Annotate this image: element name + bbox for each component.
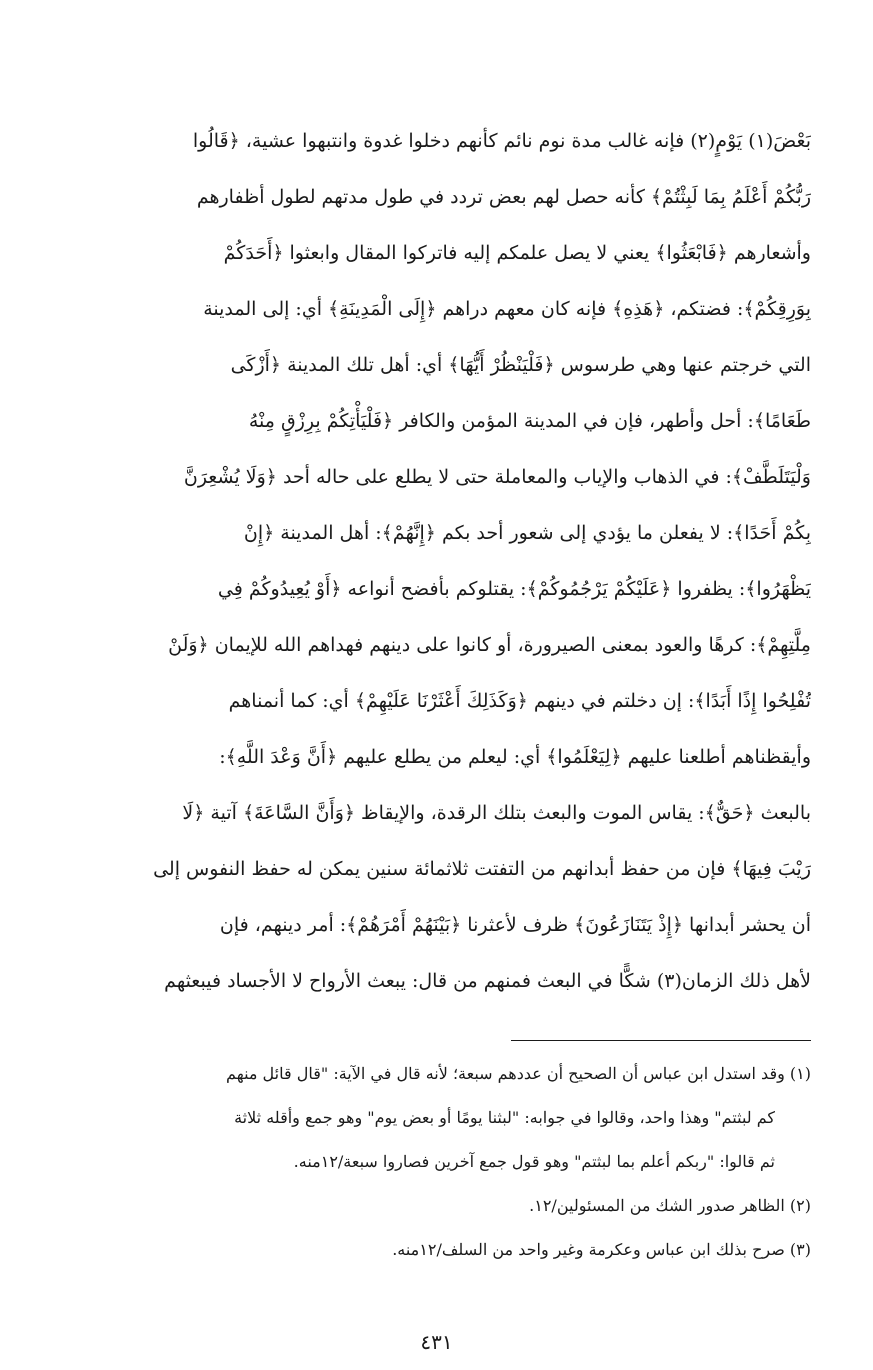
text-line: طَعَامًا﴾: أحل وأطهر، فإن في المدينة المؤمن والكافر ﴿فَلْيَأْتِكُمْ بِرِزْقٍ مِنْهُ bbox=[248, 410, 811, 432]
text-line: تُفْلِحُوا إِذًا أَبَدًا﴾: إن دخلتم في دينهم ﴿وَكَذَلِكَ أَعْثَرْنَا عَلَيْهِمْ﴾ أي: كما أنمناهم bbox=[228, 690, 811, 712]
footnote-line: (٣) صرح بذلك ابن عباس وعكرمة وغير واحد من السلف/١٢منه. bbox=[392, 1240, 811, 1259]
text-line: أن يحشر أبدانها ﴿إِذْ يَتَنَازَعُونَ﴾ ظرف لأعثرنا ﴿بَيْنَهُمْ أَمْرَهُمْ﴾: أمر دينهم، فإن bbox=[219, 914, 811, 936]
text-line: رَبُّكُمْ أَعْلَمُ بِمَا لَبِثْتُمْ﴾ كأنه حصل لهم بعض تردد في طول مدتهم لطول أظفارهم bbox=[196, 186, 811, 208]
text-line: وأيقظناهم أطلعنا عليهم ﴿لِيَعْلَمُوا﴾ أي: ليعلم من يطلع عليهم ﴿أَنَّ وَعْدَ اللَّهِ﴾: bbox=[219, 746, 811, 768]
text-line: بَعْضَ(١) يَوْمٍ(٢) فإنه غالب مدة نوم نائم كأنهم دخلوا غدوة وانتبهوا عشية، ﴿قَالُوا bbox=[192, 130, 811, 152]
footnotes bbox=[62, 1052, 811, 1272]
text-line: بالبعث ﴿حَقٌّ﴾: يقاس الموت والبعث بتلك الرقدة، والإيقاظ ﴿وَأَنَّ السَّاعَةَ﴾ آتية ﴿لَا bbox=[182, 802, 811, 824]
text-line: بِكُمْ أَحَدًا﴾: لا يفعلن ما يؤدي إلى شعور أحد بكم ﴿إِنَّهُمْ﴾: أهل المدينة ﴿إِنْ bbox=[243, 522, 811, 544]
text-line: لأهل ذلك الزمان(٣) شكًّا في البعث فمنهم من قال: يبعث الأرواح لا الأجساد فيبعثهم bbox=[164, 970, 811, 992]
page-number: ٤٣١ bbox=[420, 1330, 453, 1354]
main-text bbox=[62, 113, 811, 1009]
text-line: بِوَرِقِكُمْ﴾: فضتكم، ﴿هَذِهِ﴾ فإنه كان معهم دراهم ﴿إِلَى الْمَدِينَةِ﴾ أي: إلى المدينة bbox=[203, 298, 811, 320]
text-line: رَيْبَ فِيهَا﴾ فإن من حفظ أبدانهم من التفتت ثلاثمائة سنين يمكن له حفظ النفوس إلى bbox=[153, 858, 811, 880]
footnote-divider bbox=[511, 1040, 811, 1041]
text-line: مِلَّتِهِمْ﴾: كرهًا والعود بمعنى الصيرورة، أو كانوا على دينهم فهداهم الله للإيمان ﴿وَلَنْ bbox=[168, 634, 811, 656]
footnote-line: كم لبثتم" وهذا واحد، وقالوا في جوابه: "لبثنا يومًا أو بعض يوم" وهو جمع وأقله ثلاثة bbox=[234, 1108, 775, 1127]
text-line: وأشعارهم ﴿فَابْعَثُوا﴾ يعني لا يصل علمكم إليه فاتركوا المقال وابعثوا ﴿أَحَدَكُمْ bbox=[223, 242, 811, 264]
text-line: وَلْيَتَلَطَّفْ﴾: في الذهاب والإياب والمعاملة حتى لا يطلع على حاله أحد ﴿وَلَا يُشْعِرَنَّ bbox=[183, 466, 811, 488]
text-line: التي خرجتم عنها وهي طرسوس ﴿فَلْيَنْظُرْ أَيُّهَا﴾ أي: أهل تلك المدينة ﴿أَزْكَى bbox=[230, 354, 811, 376]
text-line: يَظْهَرُوا﴾: يظفروا ﴿عَلَيْكُمْ يَرْجُمُوكُمْ﴾: يقتلوكم بأفضح أنواعه ﴿أَوْ يُعِيدُوكُمْ فِي bbox=[217, 578, 811, 600]
footnote-line: ثم قالوا: "ربكم أعلم بما لبثتم" وهو قول جمع آخرين فصاروا سبعة/١٢منه. bbox=[293, 1152, 775, 1171]
footnote-line: (١) وقد استدل ابن عباس أن الصحيح أن عددهم سبعة؛ لأنه قال في الآية: "قال قائل منهم bbox=[226, 1064, 811, 1083]
footnote-line: (٢) الظاهر صدور الشك من المسئولين/١٢. bbox=[529, 1196, 811, 1215]
